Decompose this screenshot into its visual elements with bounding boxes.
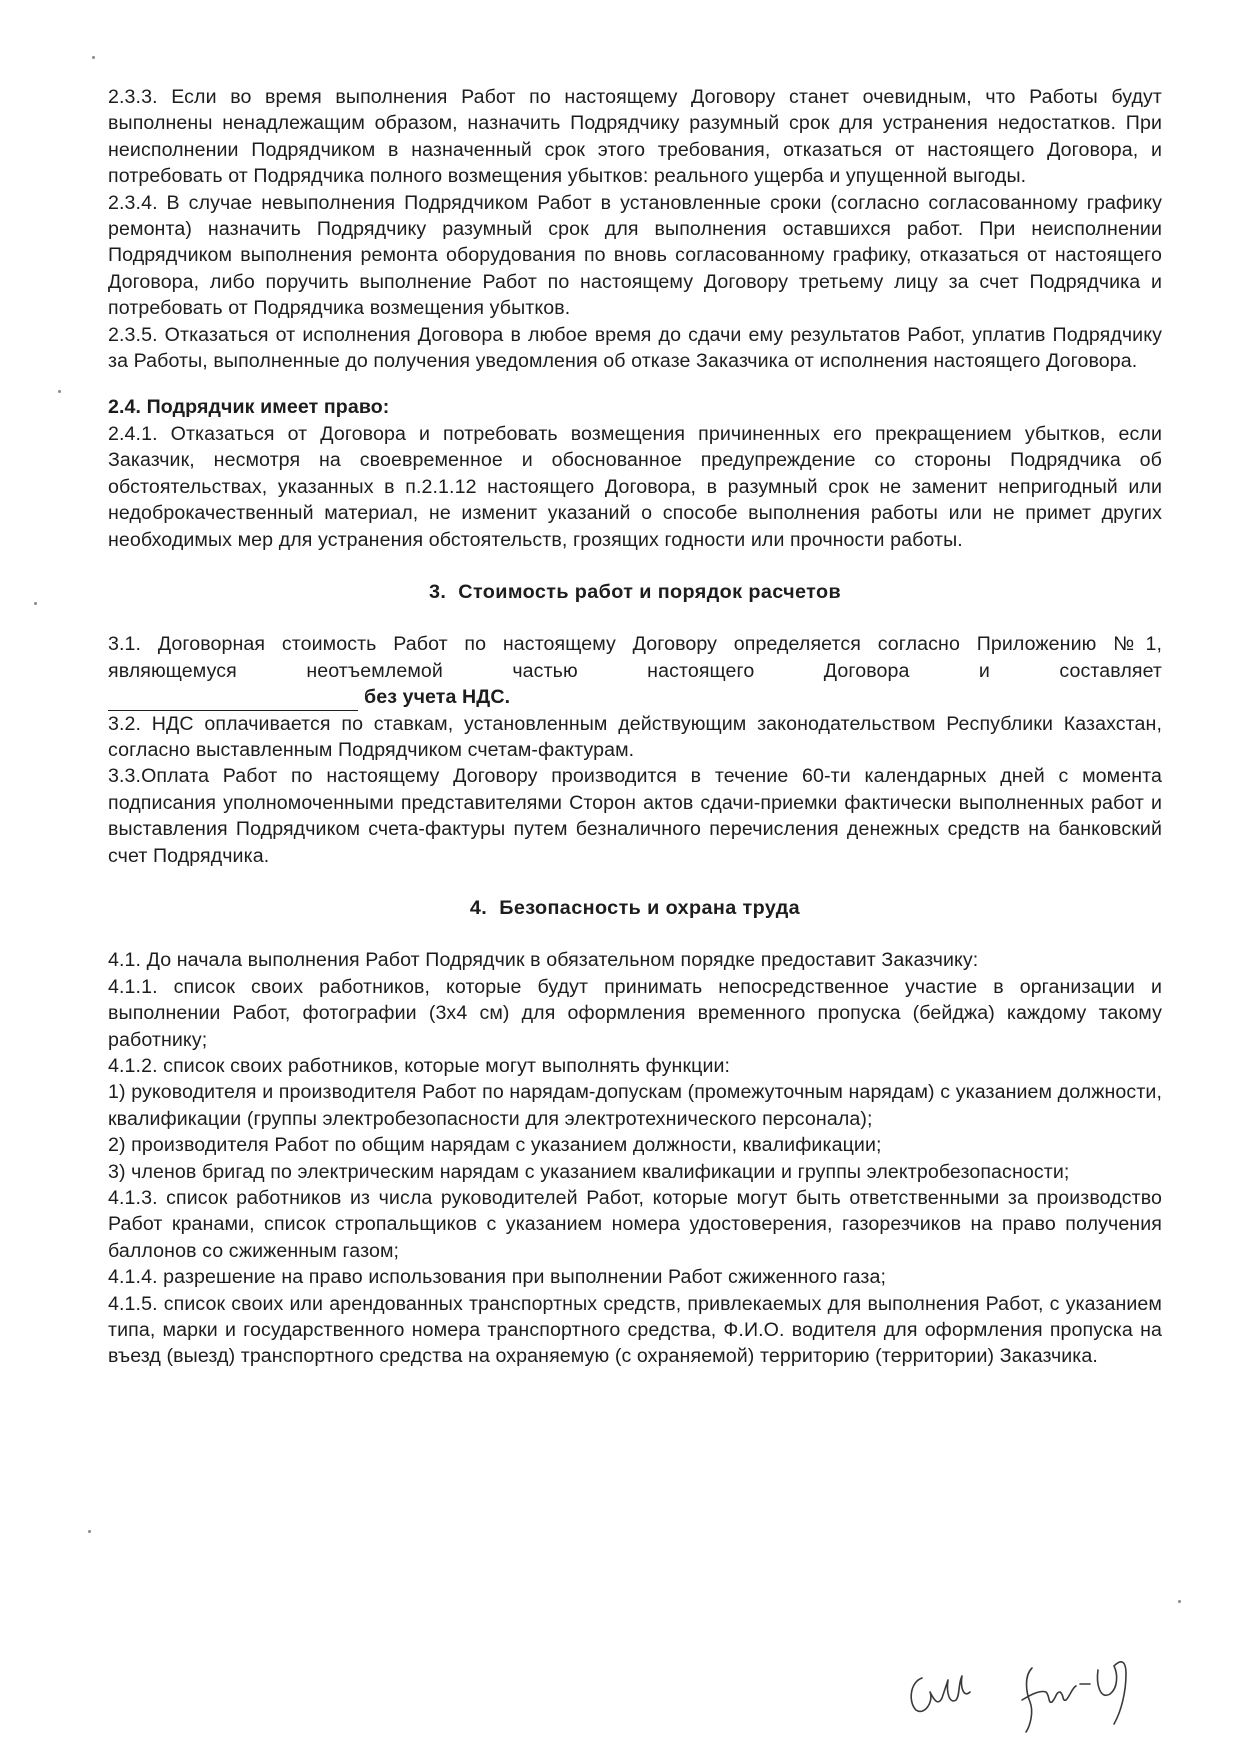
spacer: [108, 605, 1162, 631]
clause-3-1-tail: без учета НДС: [364, 686, 505, 709]
clause-2-3-5: 2.3.5. Отказаться от исполнения Договора в любое время до сдачи ему результатов Работ, уплатив Подрядчику за Работы, выполненные до получения уведомления об отказе Заказчика от исполнения настоящего Договора.: [108, 323, 1162, 373]
document-page: [108, 84, 1162, 1370]
spacer: [108, 869, 1162, 895]
spacer: [108, 553, 1162, 579]
clause-4-1-2-item-1: 1) руководителя и производителя Работ по нарядам-допускам (промежуточным нарядам) с указанием должности, квалификации (группы электробезопасности для электротехнического персонала);: [108, 1081, 1162, 1130]
clause-3-1: 3.1. Договорная стоимость Работ по настоящему Договору определяется согласно Приложению №1, являющемуся неотъемлемой частью настоящего Договора и составляет: [108, 633, 1162, 682]
section-3-number: 3.: [428, 580, 447, 603]
scan-speck: [34, 602, 37, 605]
signatures: [900, 1640, 1180, 1740]
scan-speck: [92, 56, 95, 59]
section-4-title-text: Безопасность и охрана труда: [499, 896, 801, 919]
clause-4-1-5: 4.1.5. список своих или арендованных транспортных средств, привлекаемых для выполнения Работ, с указанием типа, марки и государственного номера транспортного средства, Ф.И.О. водителя для оформления пропуска на въезд (выезд) транспортного средства на охраняемую (с охраняемой) территорию (территории) Заказчика.: [108, 1292, 1162, 1368]
section-4-number: 4.: [469, 896, 488, 919]
clause-3-1-amount-line: [108, 684, 1162, 710]
clause-2-3-3: 2.3.3. Если во время выполнения Работ по настоящему Договору станет очевидным, что Работы будут выполнены ненадлежащим образом, назначить Подрядчику разумный срок для устранения недостатков. При неисполнении Подрядчиком в назначенный срок этого требования, отказаться от настоящего Договора, и потребовать от Подрядчика полного возмещения убытков: реального ущерба и упущенной выгоды.: [108, 86, 1162, 188]
clause-2-3-4: 2.3.4. В случае невыполнения Подрядчиком Работ в установленные сроки (согласно согласованному графику ремонта) назначить Подрядчику разумный срок для выполнения оставшихся работ. При неисполнении Подрядчиком выполнения ремонта оборудования по вновь согласованному графику, отказаться от настоящего Договора, либо поручить выполнение Работ по настоящему Договору третьему лицу за счет Подрядчика и потребовать от Подрядчика возмещения убытков.: [108, 191, 1162, 320]
clause-4-1: 4.1. До начала выполнения Работ Подрядчик в обязательном порядке предоставит Заказчику:: [108, 949, 979, 972]
clause-4-1-2-item-3: 3) членов бригад по электрическим нарядам с указанием квалификации и группы электробезопасности;: [108, 1160, 1070, 1183]
scan-speck: [88, 1530, 91, 1533]
clause-4-1-2-item-2: 2) производителя Работ по общим нарядам с указанием должности, квалификации;: [108, 1134, 882, 1157]
clause-4-1-1: 4.1.1. список своих работников, которые будут принимать непосредственное участие в организации и выполнении Работ, фотографии (3х4 см) для оформления временного пропуска (бейджа) каждому такому работнику;: [108, 975, 1162, 1051]
section-2-4: [108, 394, 1162, 552]
section-3-title: [108, 579, 1162, 605]
spacer: [108, 374, 1162, 394]
clause-4-1-3: 4.1.3. список работников из числа руководителей Работ, которые могут быть ответственными за производство Работ кранами, список стропальщиков с указанием номера удостоверения, газорезчиков на право получения баллонов со сжиженным газом;: [108, 1187, 1162, 1262]
scan-speck: [58, 390, 61, 393]
signature-initials-right: [1022, 1662, 1126, 1732]
scan-speck: [1178, 1600, 1181, 1603]
signature-initials-left: [911, 1676, 970, 1711]
amount-blank-line: [108, 690, 358, 711]
section-2-4-heading: 2.4. Подрядчик имеет право:: [108, 396, 390, 419]
section-4-title: [108, 895, 1162, 921]
spacer: [108, 921, 1162, 947]
clause-2-4-1: 2.4.1. Отказаться от Договора и потребовать возмещения причиненных его прекращением убытков, если Заказчик, несмотря на своевременное и обоснованное предупреждение со стороны Подрядчика об обстоятельствах, указанных в п.2.1.12 настоящего Договора, в разумный срок не заменит непригодный или недоброкачественный материал, не изменит указаний о способе выполнения работы или не примет других необходимых мер для устранения обстоятельств, грозящих годности или прочности работы.: [108, 422, 1162, 551]
clause-4-1-2: 4.1.2. список своих работников, которые могут выполнять функции:: [108, 1055, 731, 1077]
clause-3-1-period: .: [504, 686, 511, 709]
section-2-3-list: [108, 84, 1162, 374]
clause-3-2: 3.2. НДС оплачивается по ставкам, установленным действующим законодательством Республики Казахстан, согласно выставленным Подрядчиком счетам-фактурам.: [108, 712, 1162, 761]
clause-3-3: 3.3.Оплата Работ по настоящему Договору производится в течение 60-ти календарных дней с момента подписания уполномоченными представителями Сторон актов сдачи-приемки фактически выполненных работ и выставления Подрядчиком счета-фактуры путем безналичного перечисления денежных средств на банковский счет Подрядчика.: [108, 765, 1162, 867]
section-4-body: [108, 947, 1162, 1370]
section-3-body: [108, 631, 1162, 869]
clause-4-1-4: 4.1.4. разрешение на право использования при выполнении Работ сжиженного газа;: [108, 1266, 887, 1289]
section-3-title-text: Стоимость работ и порядок расчетов: [458, 580, 842, 603]
